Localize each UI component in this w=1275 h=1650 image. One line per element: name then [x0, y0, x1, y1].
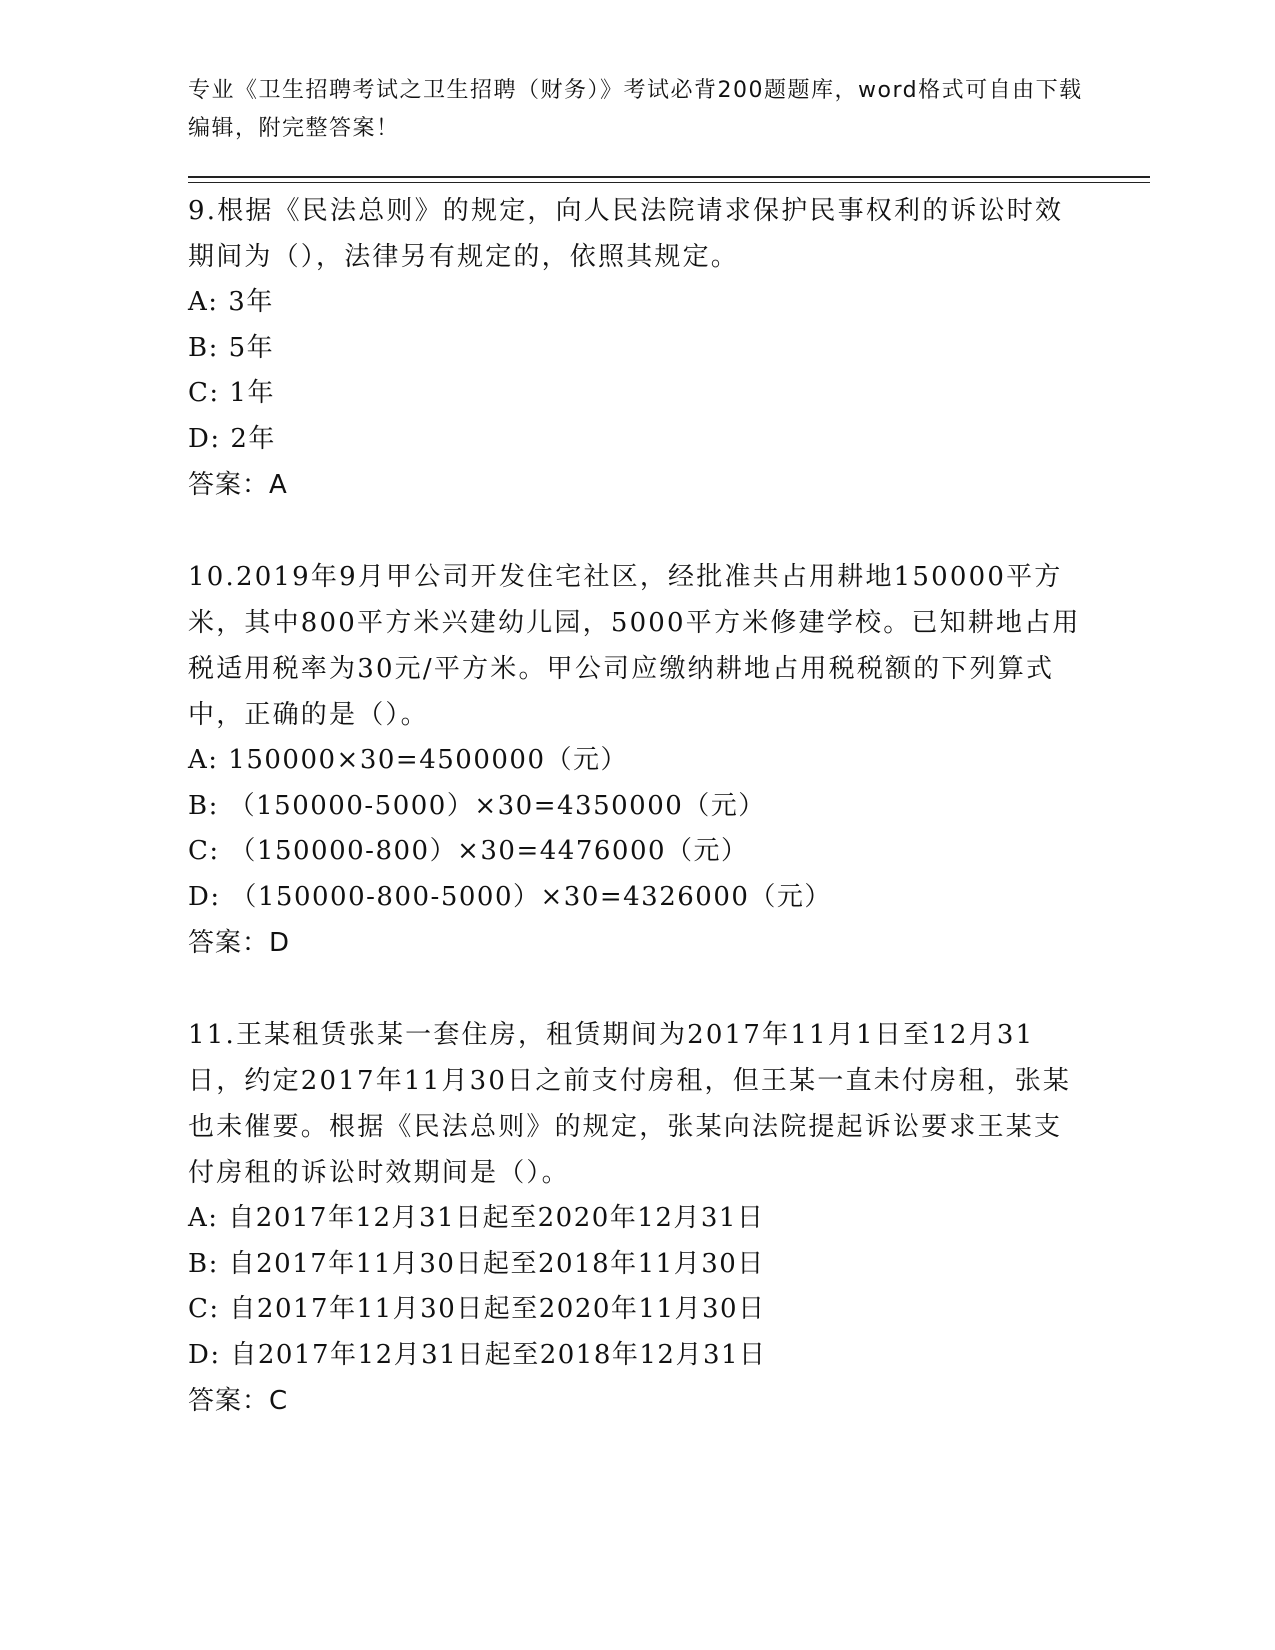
question-10 — [188, 554, 1088, 966]
option-d: D: 自2017年12月31日起至2018年12月31日 — [188, 1339, 767, 1370]
option-b: B: 5年 — [188, 332, 275, 363]
answer-line: 答案：C — [188, 1386, 289, 1416]
option-a: A: 150000×30=4500000（元） — [188, 745, 629, 775]
document-header: 专业《卫生招聘考试之卫生招聘（财务）》考试必背200题题库，word格式可自由下载编辑，附完整答案！ — [188, 78, 1083, 141]
answer-line: 答案：D — [188, 928, 291, 958]
option-b: B: （150000-5000）×30=4350000（元） — [188, 790, 766, 821]
option-c: C: 1年 — [188, 378, 275, 408]
question-stem: 11.王某租赁张某一套住房，租赁期间为2017年11月1日至12月31日，约定2017年11月30日之前支付房租，但王某一直未付房租，张某也未催要。根据《民法总则》的规定，张某向法院提起诉讼要求王某支付房租的诉讼时效期间是（）。 — [188, 1020, 1072, 1188]
question-list — [188, 188, 1088, 1470]
header-divider-thick — [188, 176, 1150, 178]
option-c: C: （150000-800）×30=4476000（元） — [188, 836, 749, 866]
question-stem: 10.2019年9月甲公司开发住宅社区，经批准共占用耕地150000平方米，其中800平方米兴建幼儿园，5000平方米修建学校。已知耕地占用税适用税率为30元/平方米。甲公司应缴纳耕地占用税税额的下列算式中，正确的是（）。 — [188, 562, 1081, 730]
question-stem: 9.根据《民法总则》的规定，向人民法院请求保护民事权利的诉讼时效期间为（），法律另有规定的，依照其规定。 — [188, 196, 1064, 272]
option-c: C: 自2017年11月30日起至2020年11月30日 — [188, 1294, 766, 1324]
option-d: D: （150000-800-5000）×30=4326000（元） — [188, 881, 832, 912]
question-11 — [188, 1012, 1088, 1424]
answer-line: 答案：A — [188, 470, 288, 500]
option-a: A: 3年 — [188, 287, 274, 317]
option-a: A: 自2017年12月31日起至2020年12月31日 — [188, 1203, 765, 1233]
option-d: D: 2年 — [188, 423, 276, 454]
question-9 — [188, 188, 1088, 508]
header-divider-thin — [188, 182, 1150, 183]
option-b: B: 自2017年11月30日起至2018年11月30日 — [188, 1248, 765, 1279]
